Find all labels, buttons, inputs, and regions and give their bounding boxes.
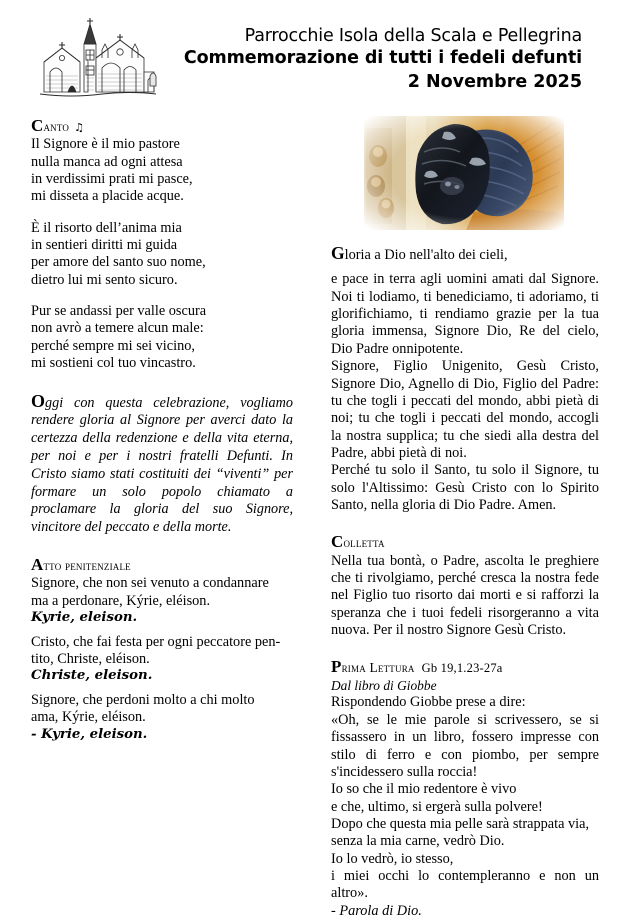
- lettura-heading-rest: rima Lettura: [341, 660, 415, 676]
- invocation-1-line-1: Signore, che non sei venuto a condannare: [31, 575, 269, 592]
- canto-stanza-3-line-4: mi sostieni col tuo vincastro.: [31, 355, 196, 372]
- prima-lettura-heading: [331, 656, 599, 677]
- canto-stanza-1-line-1: Il Signore è il mio pastore: [31, 136, 180, 153]
- gloria-paragraph-2: Signore, Figlio Unigenito, Gesù Cristo, Signore Dio, Agnello di Dio, Figlio del Padre: tu che togli i peccati del mondo, abbi pietà di noi; tu che togli i peccati del mondo, accogli la nostra supplica; tu che siedi alla destra del Padre, abbi pietà di noi.: [331, 358, 599, 461]
- response-kyrie-2: - Kyrie, eleison.: [31, 726, 148, 742]
- lettura-heading-initial: P: [331, 657, 342, 677]
- date-title: 2 Novembre 2025: [407, 72, 582, 93]
- occasion-title: Commemorazione di tutti i fedeli defunti: [183, 48, 582, 69]
- atto-heading-rest: tto penitenziale: [43, 558, 131, 574]
- canto-heading-initial: C: [31, 116, 44, 135]
- invocation-1-line-2: ma a perdonare, Kýrie, eléison.: [31, 592, 211, 609]
- gloria-first-line: [331, 243, 599, 264]
- lettura-line-2: e che, ultimo, si ergerà sulla polvere!: [331, 798, 543, 815]
- spacer: [331, 514, 599, 531]
- spacer: [31, 685, 293, 692]
- invocation-3-line-1: Signore, che perdoni molto a chi molto: [31, 691, 255, 708]
- liturgical-artwork-image: [356, 108, 572, 238]
- lettura-line-4: senza la mia carne, vedrò Dio.: [331, 833, 505, 850]
- colletta-heading: [331, 531, 599, 552]
- parola-di-dio-text: Parola di Dio.: [339, 902, 422, 919]
- colletta-heading-rest: olletta: [343, 535, 385, 551]
- parish-name: Parrocchie Isola della Scala e Pellegrina: [244, 26, 582, 46]
- invocation-2-line-1: Cristo, che fai festa per ogni peccatore pen-: [31, 633, 281, 650]
- colletta-text: Nella tua bontà, o Padre, ascolta le preghiere che ti rivolgiamo, perché cresca la nostra fede nel Figlio tuo risorto dai morti e si rafforzi la speranza che i tuoi fedeli risorgeranno a vita nuova. Per il nostro Signore Gesù Cristo.: [331, 552, 599, 639]
- lettura-intro-line: Rispondendo Giobbe prese a dire:: [331, 694, 526, 711]
- canto-stanza-2-line-1: È il risorto dell’anima mia: [31, 219, 182, 236]
- gloria-first-line-rest: loria a Dio nell'alto dei cieli,: [344, 247, 508, 263]
- spacer: [31, 627, 293, 634]
- lettura-line-3: Dopo che questa mia pelle sarà strappata via,: [331, 815, 590, 832]
- atto-penitenziale-heading: [31, 554, 293, 575]
- canto-stanza-2-line-2: in sentieri diritti mi guida: [31, 237, 178, 254]
- canto-stanza-3-line-1: Pur se andassi per valle oscura: [31, 303, 207, 320]
- canto-stanza-1-line-3: in verdissimi prati mi pasce,: [31, 170, 193, 187]
- spacer: [31, 289, 293, 303]
- lettura-line-5: Io lo vedrò, io stesso,: [331, 850, 454, 867]
- intro-dropcap: O: [31, 390, 46, 411]
- atto-heading-initial: A: [31, 555, 44, 575]
- parola-di-dio-line: [331, 903, 599, 920]
- canto-stanza-1-line-4: mi disseta a placide acque.: [31, 188, 184, 205]
- introduction-paragraph: [31, 390, 293, 538]
- invocation-2-line-2: tito, Christe, eléison.: [31, 651, 150, 667]
- intro-text: ggi con questa celebrazione, vogliamo rendere gloria al Signore per averci dato la certezza della redenzione e della vita eterna, per noi e per i nostri fratelli Defunti. In Cristo siamo stati costituiti dei “viventi” per formare un solo popolo chiamato a proclamare la gloria del suo Signore, vincitore del peccato e della morte.: [31, 394, 293, 536]
- spacer: [31, 537, 293, 554]
- spacer: [31, 373, 293, 390]
- response-christe: Christe, eleison.: [31, 668, 153, 684]
- lettura-quote-closing: i miei occhi lo contempleranno e non un altro».: [331, 868, 599, 902]
- colletta-heading-initial: C: [331, 532, 344, 552]
- spacer: [331, 639, 599, 656]
- scripture-reference: Gb 19,1.23-27a: [421, 661, 503, 676]
- parish-church-logo-icon: [32, 14, 162, 106]
- lettura-source: Dal libro di Giobbe: [331, 677, 437, 693]
- lettura-quote-opening: «Oh, se le mie parole si scrivessero, se si fissassero in un libro, fossero impresse con stilo di ferro e con piombo, per sempre s'incidessero sulla roccia!: [331, 711, 599, 780]
- canto-stanza-1-line-2: nulla manca ad ogni attesa: [31, 153, 183, 170]
- gloria-initial: G: [331, 243, 345, 263]
- canto-heading-rest: anto: [43, 119, 70, 134]
- right-column: [331, 243, 599, 920]
- header-titles: [170, 26, 582, 95]
- gloria-paragraph-1: e pace in terra agli uomini amati dal Signore. Noi ti lodiamo, ti benediciamo, ti adoriamo, ti glorifichiamo, ti rendiamo grazie per la tua gloria immensa, Signore Dio, Re del cielo, Dio Padre onnipotente.: [331, 271, 599, 357]
- spacer: [331, 264, 599, 271]
- left-column: [31, 115, 293, 743]
- gloria-paragraph-3: Perché tu solo il Santo, tu solo il Signore, tu solo l'Altissimo: Gesù Cristo con lo Spirito Santo, nella gloria di Dio Padre. Amen.: [331, 462, 599, 514]
- canto-stanza-2-line-3: per amore del santo suo nome,: [31, 254, 206, 271]
- lettura-line-1: Io so che il mio redentore è vivo: [331, 781, 517, 798]
- canto-stanza-2-line-4: dietro lui mi sento sicuro.: [31, 271, 178, 288]
- music-note-icon: ♫: [74, 121, 85, 134]
- canto-stanza-3-line-3: perché sempre mi sei vicino,: [31, 337, 195, 354]
- parola-dash: -: [331, 902, 340, 919]
- canto-stanza-3-line-2: non avrò a temere alcun male:: [31, 320, 204, 337]
- response-kyrie-1: Kyrie, eleison.: [31, 610, 138, 626]
- invocation-3-line-2: ama, Kýrie, eléison.: [31, 709, 146, 726]
- canto-heading: [31, 115, 293, 136]
- spacer: [31, 206, 293, 220]
